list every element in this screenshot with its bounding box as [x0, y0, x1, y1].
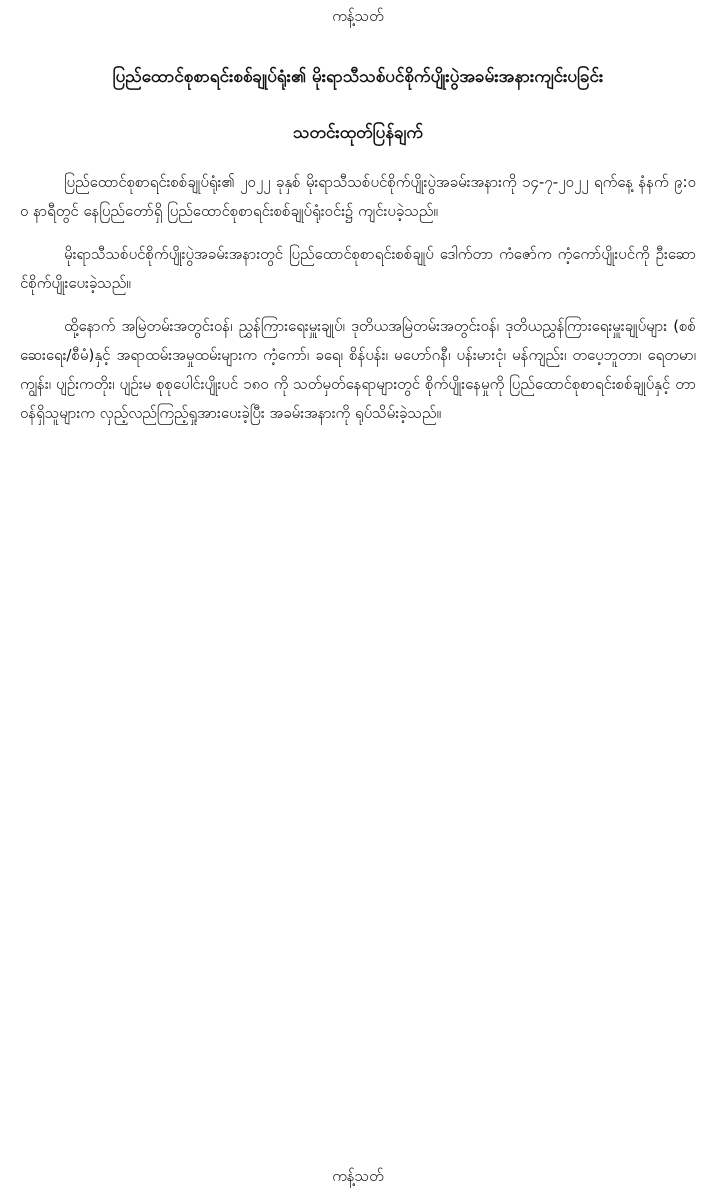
paragraph-1: ပြည်ထောင်စုစာရင်းစစ်ချုပ်ရုံး၏ ၂၀၂၂ ခုနှစ် မိုးရာသီသစ်ပင်စိုက်ပျိုးပွဲအခမ်းအနားကို ၁၄-၇-၂၀၂၂ ရက်နေ့ နံနက် ၉:၀၀ နာရီတွင် နေပြည်တော်ရှိ ပြည်ထောင်စုစာရင်းစစ်ချုပ်ရုံးဝင်း၌ ကျင်းပခဲ့သည်။	[20, 173, 696, 220]
document-title: ပြည်ထောင်စုစာရင်းစစ်ချုပ်ရုံး၏ မိုးရာသီသစ်ပင်စိုက်ပျိုးပွဲအခမ်းအနားကျင်းပခြင်း	[112, 67, 604, 87]
paragraph-2: မိုးရာသီသစ်ပင်စိုက်ပျိုးပွဲအခမ်းအနားတွင် ပြည်ထောင်စုစာရင်းစစ်ချုပ် ဒေါက်တာ ကံဇော်က ကံ့ကော်ပျိုးပင်ကို ဦးဆောင်စိုက်ပျိုးပေးခဲ့သည်။	[20, 245, 696, 292]
classification-header: ကန့်သတ်	[332, 7, 384, 25]
classification-footer: ကန့်သတ်	[332, 1167, 384, 1185]
paragraph-3: ထို့နောက် အမြဲတမ်းအတွင်းဝန်၊ ညွှန်ကြားရေးမှူးချုပ်၊ ဒုတိယအမြဲတမ်းအတွင်းဝန်၊ ဒုတိယညွှန်ကြားရေးမှူးချုပ်များ (စစ်ဆေးရေး/စီမံ)နှင့် အရာထမ်းအမှုထမ်းများက ကံ့ကော်၊ ခရေ၊ စိန်ပန်း၊ မဟော်ဂနီ၊ ပန်းမားငုံ၊ မန်ကျည်း၊ တပေ့ဘူတာ၊ ရေတမာ၊ ကျွန်း၊ ပျဉ်းကတိုး၊ ပျဉ်းမ စုစုပေါင်းပျိုးပင် ၁၈၀ ကို သတ်မှတ်နေရာများတွင် စိုက်ပျိုးနေမှုကို ပြည်ထောင်စုစာရင်းစစ်ချုပ်နှင့် တာဝန်ရှိသူများက လှည့်လည်ကြည့်ရှုအားပေးခဲ့ပြီး အခမ်းအနားကို ရုပ်သိမ်းခဲ့သည်။	[20, 317, 696, 422]
document-subtitle: သတင်းထုတ်ပြန်ချက်	[293, 123, 423, 143]
document-body	[20, 168, 696, 442]
